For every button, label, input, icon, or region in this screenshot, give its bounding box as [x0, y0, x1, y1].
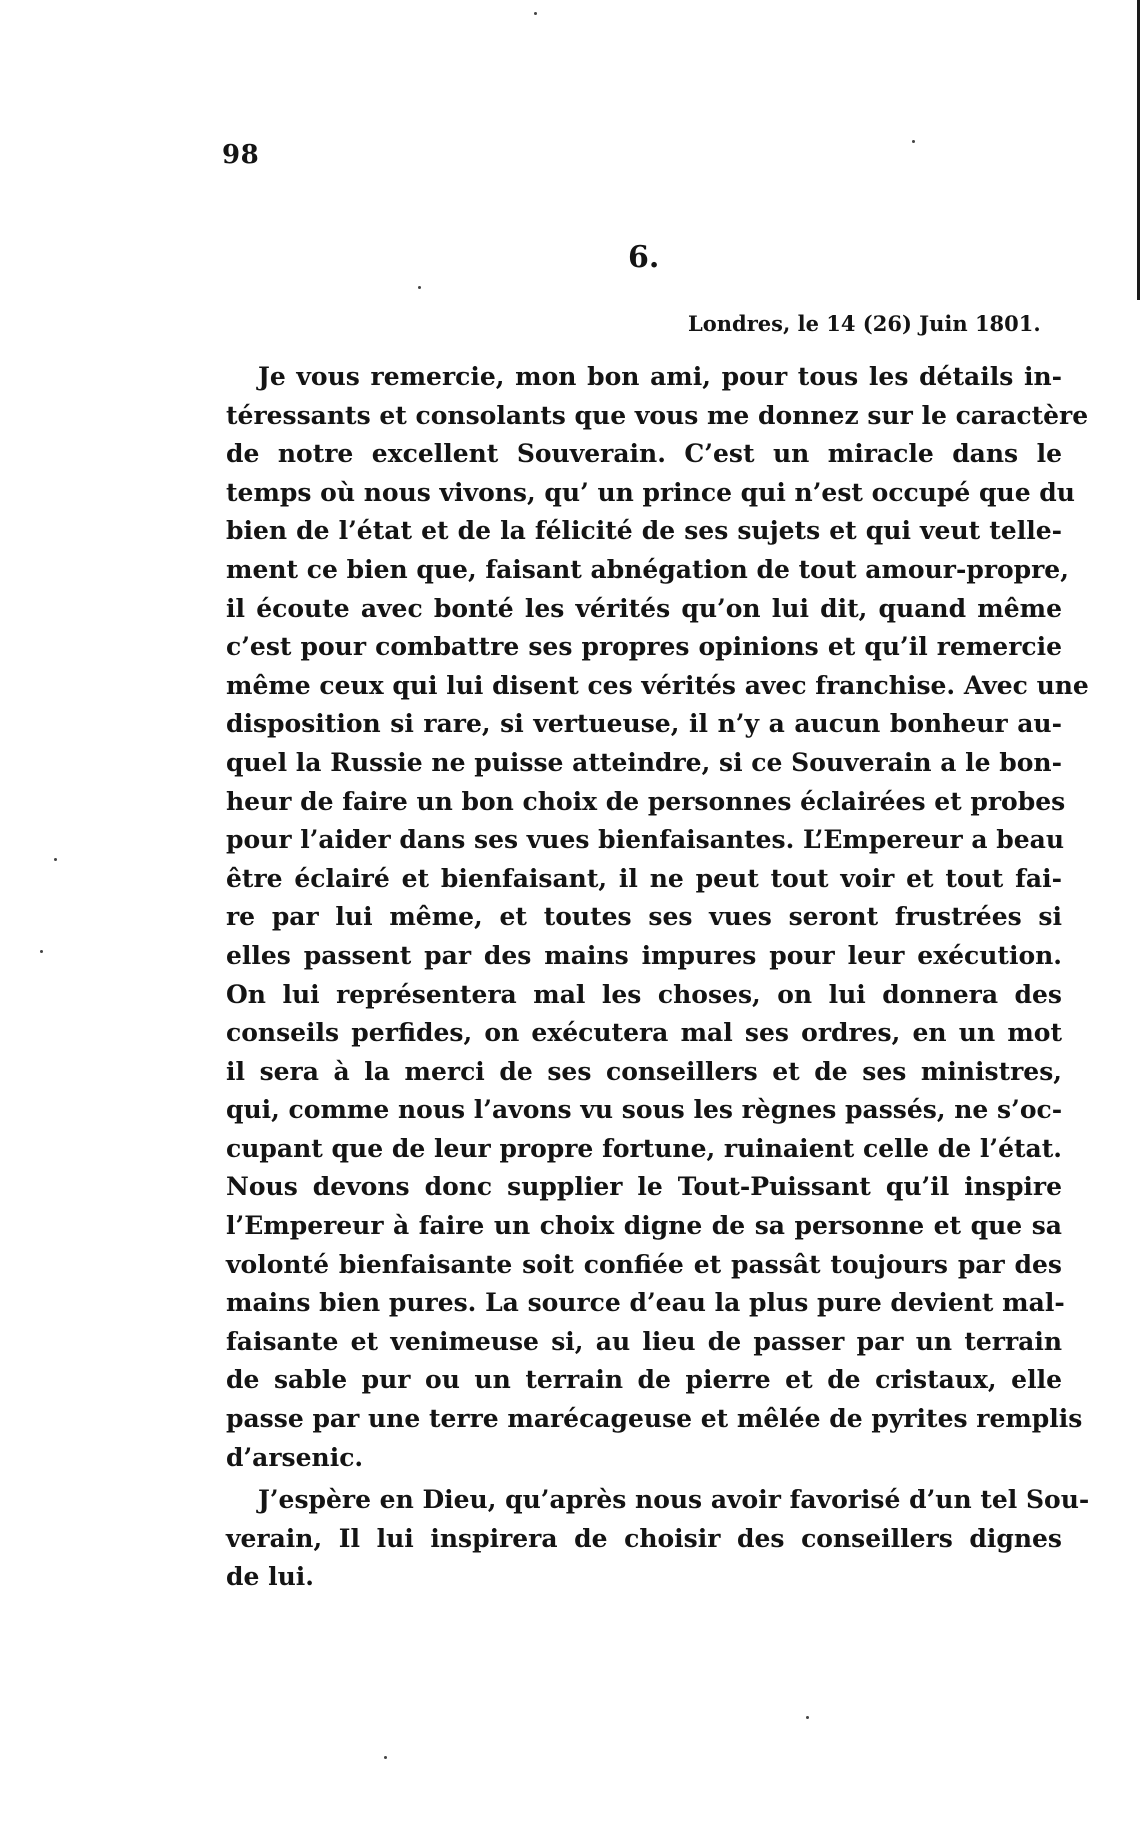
text-line: il sera à la merci de ses conseillers et de ses ministres, [226, 1056, 1062, 1086]
text-line: l’Empereur à faire un choix digne de sa personne et que sa [226, 1211, 1062, 1241]
letter-body [226, 358, 1090, 1597]
paragraph-2 [226, 1481, 1090, 1597]
scan-speck [806, 1716, 809, 1719]
scan-speck [40, 950, 43, 953]
paragraph-1 [226, 358, 1089, 1477]
text-line: il écoute avec bonté les vérités qu’on lui dit, quand même [226, 593, 1062, 623]
text-line: elles passent par des mains impures pour leur exécution. [226, 940, 1062, 970]
text-line: J’espère en Dieu, qu’après nous avoir favorisé d’un tel Sou- [258, 1485, 1090, 1515]
text-line: re par lui même, et toutes ses vues seront frustrées si [226, 902, 1062, 932]
text-line: quel la Russie ne puisse atteindre, si ce Souverain a le bon- [226, 747, 1062, 777]
text-line: temps où nous vivons, qu’ un prince qui n’est occupé que du [226, 477, 1075, 507]
text-line: de sable pur ou un terrain de pierre et de cristaux, elle [226, 1365, 1062, 1395]
text-line: heur de faire un bon choix de personnes éclairées et probes [226, 786, 1066, 816]
text-line: volonté bienfaisante soit confiée et passât toujours par des [226, 1249, 1062, 1279]
text-line: Nous devons donc supplier le Tout-Puissant qu’il inspire [226, 1172, 1062, 1202]
text-line: d’arsenic. [226, 1442, 364, 1472]
text-line: qui, comme nous l’avons vu sous les règnes passés, ne s’oc- [226, 1095, 1063, 1125]
text-line: bien de l’état et de la félicité de ses sujets et qui veut telle- [226, 516, 1062, 546]
text-line: de notre excellent Souverain. C’est un miracle dans le [226, 439, 1062, 469]
text-line: c’est pour combattre ses propres opinions et qu’il remercie [226, 632, 1062, 662]
letter-number: 6. [628, 240, 660, 275]
text-line: verain, Il lui inspirera de choisir des conseillers dignes [226, 1523, 1062, 1553]
text-line: téressants et consolants que vous me donnez sur le caractère [226, 400, 1089, 430]
text-line: même ceux qui lui disent ces vérités avec franchise. Avec une [226, 670, 1089, 700]
page-number: 98 [222, 140, 260, 170]
text-line: passe par une terre marécageuse et mêlée de pyrites remplis [226, 1404, 1083, 1434]
scan-speck [384, 1756, 387, 1759]
scan-speck [534, 12, 537, 15]
text-line: pour l’aider dans ses vues bienfaisantes. L’Empereur a beau [226, 825, 1065, 855]
text-line: conseils perfides, on exécutera mal ses ordres, en un mot [226, 1018, 1062, 1048]
text-line: On lui représentera mal les choses, on lui donnera des [226, 979, 1062, 1009]
scan-speck [912, 140, 915, 143]
text-line: faisante et venimeuse si, au lieu de passer par un terrain [226, 1326, 1062, 1356]
text-line: ment ce bien que, faisant abnégation de tout amour-propre, [226, 554, 1069, 584]
text-line: Je vous remercie, mon bon ami, pour tous les détails in- [258, 362, 1062, 391]
scan-speck [418, 286, 421, 289]
scan-speck [54, 858, 57, 861]
text-line: de lui. [226, 1562, 314, 1592]
text-line: être éclairé et bienfaisant, il ne peut tout voir et tout fai- [226, 863, 1062, 893]
text-line: mains bien pures. La source d’eau la plus pure devient mal- [226, 1288, 1065, 1318]
text-line: cupant que de leur propre fortune, ruinaient celle de l’état. [226, 1133, 1062, 1163]
dateline: Londres, le 14 (26) Juin 1801. [688, 311, 1041, 336]
text-line: disposition si rare, si vertueuse, il n’y a aucun bonheur au- [226, 709, 1062, 739]
